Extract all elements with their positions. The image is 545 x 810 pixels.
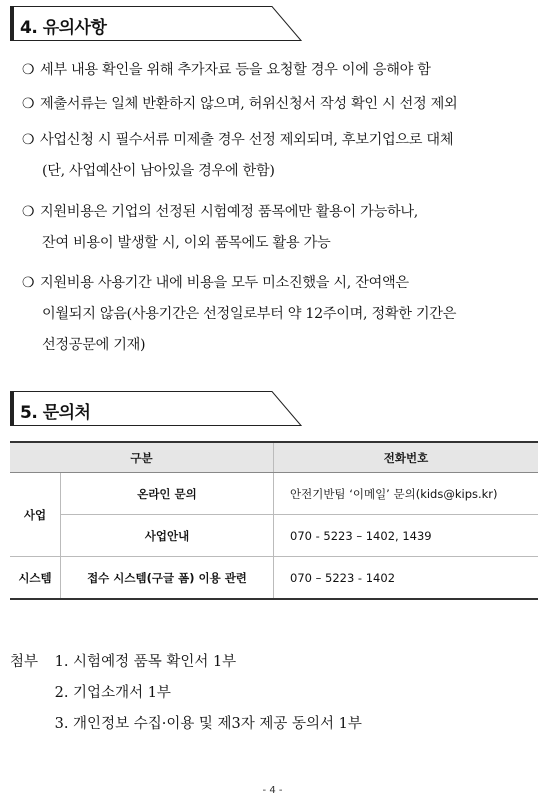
notice-item: [22, 55, 537, 86]
table-row: [10, 557, 538, 600]
attachments: [10, 647, 362, 740]
header-phone: 전화번호: [274, 442, 539, 473]
notice-line: (단, 사업예산이 남아있을 경우에 한함): [42, 163, 275, 179]
phone-cell: 안전기반팀 ‘이메일’ 문의(kids@kips.kr): [274, 473, 539, 515]
notice-line: 세부 내용 확인을 위해 추가자료 등을 요청할 경우 이에 응해야 함: [40, 62, 431, 78]
attachment-text: 2. 기업소개서 1부: [54, 685, 171, 701]
section-5-header: [10, 391, 302, 427]
notice-line: 제출서류는 일체 반환하지 않으며, 허위신청서 작성 확인 시 선정 제외: [40, 96, 458, 112]
circle-bullet-icon: ❍: [22, 204, 35, 220]
circle-bullet-icon: ❍: [22, 96, 35, 112]
header-category: 구분: [10, 442, 274, 473]
notice-line: 지원비용 사용기간 내에 비용을 모두 미소진했을 시, 잔여액은: [40, 275, 409, 291]
notice-item: [22, 125, 537, 187]
phone-cell: 070 - 5223 – 1402, 1439: [274, 515, 539, 557]
section-5-title: 5. 문의처: [20, 403, 91, 423]
group-label: 사업: [10, 473, 61, 557]
notice-item: [22, 89, 537, 120]
notice-line: 잔여 비용이 발생할 시, 이외 품목에도 활용 가능: [42, 235, 331, 251]
section-4-title: 4. 유의사항: [20, 18, 107, 38]
page-number: - 4 -: [262, 785, 283, 796]
table-row: [10, 473, 538, 515]
phone-cell: 070 – 5223 - 1402: [274, 557, 539, 600]
contact-table: [10, 441, 538, 600]
section-4-header: [10, 6, 302, 42]
attachment-text: 1. 시험예정 품목 확인서 1부: [54, 654, 237, 670]
circle-bullet-icon: ❍: [22, 275, 35, 291]
attachment-text: 3. 개인정보 수집·이용 및 제3자 제공 동의서 1부: [54, 716, 362, 732]
notice-line: 지원비용은 기업의 선정된 시험예정 품목에만 활용이 가능하나,: [40, 204, 419, 220]
item-label: 온라인 문의: [61, 473, 274, 515]
circle-bullet-icon: ❍: [22, 62, 35, 78]
notice-item: [22, 268, 537, 361]
notice-line: 이월되지 않음(사용기간은 선정일로부터 약 12주이며, 정확한 기간은: [42, 306, 457, 322]
item-label: 접수 시스템(구글 폼) 이용 관련: [61, 557, 274, 600]
table-row: [10, 515, 538, 557]
table-header-row: [10, 442, 538, 473]
attachment-label: 첨부: [10, 654, 39, 670]
notice-line: 사업신청 시 필수서류 미제출 경우 선정 제외되며, 후보기업으로 대체: [40, 132, 454, 148]
group-label: 시스템: [10, 557, 61, 600]
item-label: 사업안내: [61, 515, 274, 557]
attachment-item: [10, 678, 362, 709]
attachment-item: [10, 647, 362, 678]
notice-item: [22, 197, 537, 259]
notice-line: 선정공문에 기재): [42, 337, 146, 353]
circle-bullet-icon: ❍: [22, 132, 35, 148]
attachment-item: [10, 709, 362, 740]
